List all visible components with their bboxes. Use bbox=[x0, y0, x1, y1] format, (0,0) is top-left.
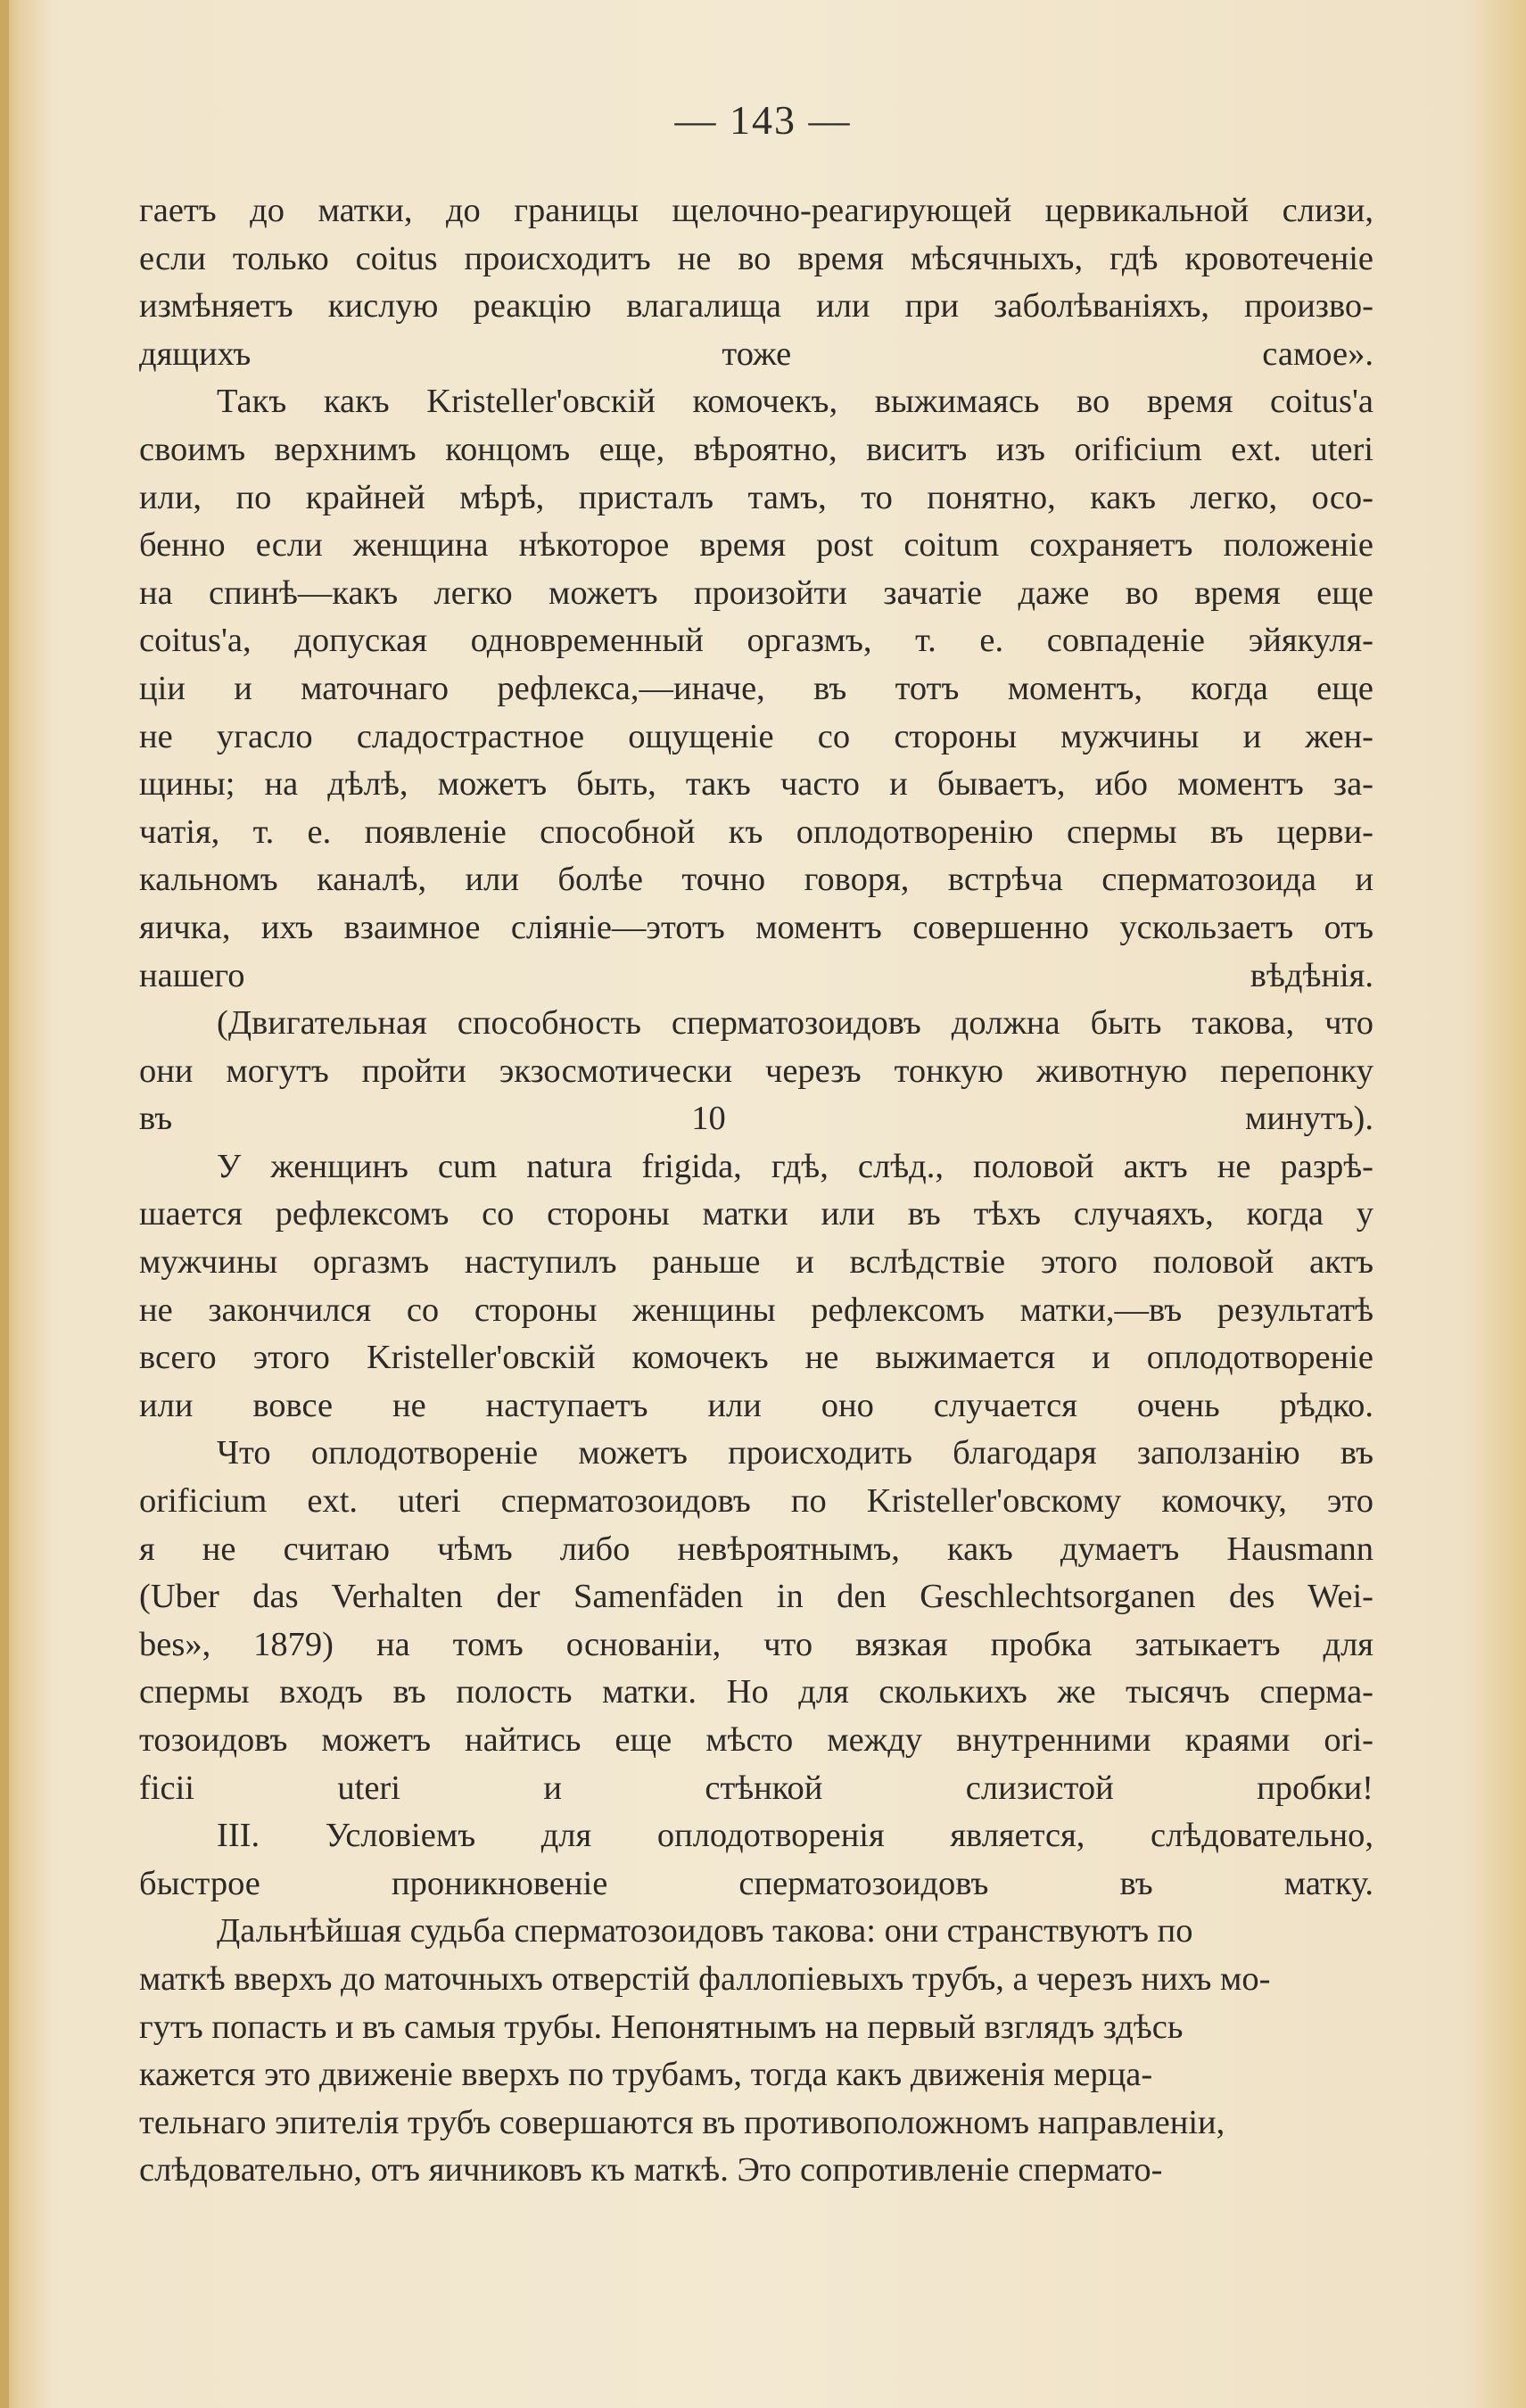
line: своимъ верхнимъ концомъ еще, вѣроятно, виситъ изъ orificium ext. uteri bbox=[139, 430, 1373, 468]
line: (Двигательная способность сперматозоидовъ должна быть такова, что bbox=[217, 1004, 1373, 1043]
paragraph-4 bbox=[139, 1143, 1373, 1431]
page-number: — 143 — bbox=[674, 97, 852, 143]
line: У женщинъ cum natura frigida, гдѣ, слѣд., половой актъ не разрѣ- bbox=[217, 1147, 1373, 1185]
line: не закончился со стороны женщины рефлексомъ матки,—въ результатѣ bbox=[139, 1291, 1373, 1329]
paragraph-7 bbox=[139, 1908, 1373, 2195]
body-text bbox=[139, 187, 1373, 2195]
line: orificium ext. uteri сперматозоидовъ по Kristeller'овскому комочку, это bbox=[139, 1482, 1373, 1521]
line: шается рефлексомъ со стороны матки или въ тѣхъ случаяхъ, когда у bbox=[139, 1195, 1373, 1233]
line: тозоидовъ можетъ найтись еще мѣсто между внутренними краями ori- bbox=[139, 1721, 1373, 1759]
line: не угасло сладострастное ощущеніе со стороны мужчины и жен- bbox=[139, 717, 1373, 755]
line: Дальнѣйшая судьба сперматозоидовъ такова: они странствуютъ по bbox=[217, 1912, 1193, 1950]
line: щины; на дѣлѣ, можетъ быть, такъ часто и бываетъ, ибо моментъ за- bbox=[139, 765, 1373, 804]
line: мужчины оргазмъ наступилъ раньше и вслѣдствіе этого половой актъ bbox=[139, 1243, 1373, 1282]
line: если только coitus происходитъ не во время мѣсячныхъ, гдѣ кровотеченіе bbox=[139, 239, 1373, 277]
line: гаетъ до матки, до границы щелочно-реагирующей цервикальной слизи, bbox=[139, 192, 1373, 229]
line: они могутъ пройти экзосмотически черезъ тонкую животную перепонку bbox=[139, 1051, 1373, 1090]
line: или вовсе не наступаетъ или оно случается очень рѣдко. bbox=[139, 1386, 1373, 1424]
line: чатія, т. е. появленіе способной къ оплодотворенію спермы въ церви- bbox=[139, 812, 1373, 851]
paragraph-5 bbox=[139, 1430, 1373, 1812]
line: дящихъ тоже самое». bbox=[139, 334, 1373, 373]
line: маткѣ вверхъ до маточныхъ отверстій фаллопіевыхъ трубъ, а черезъ нихъ мо- bbox=[139, 1959, 1271, 1998]
paragraph-6 bbox=[139, 1812, 1373, 1908]
line: измѣняетъ кислую реакцію влагалища или при заболѣваніяхъ, произво- bbox=[139, 287, 1373, 326]
line: кажется это движеніе вверхъ по трубамъ, тогда какъ движенія мерца- bbox=[139, 2056, 1153, 2094]
line: тельнаго эпителія трубъ совершаются въ противоположномъ направленіи, bbox=[139, 2103, 1225, 2141]
line: III. Условіемъ для оплодотворенія является, слѣдовательно, bbox=[217, 1817, 1373, 1855]
page-edge bbox=[0, 0, 9, 2408]
line: нашего вѣдѣнія. bbox=[139, 956, 1373, 994]
line: въ 10 минутъ). bbox=[139, 1100, 1373, 1138]
paragraph-3 bbox=[139, 1000, 1373, 1143]
line: (Uber das Verhalten der Samenfäden in den Geschlechtsorganen des Wei- bbox=[139, 1578, 1373, 1616]
line: всего этого Kristeller'овскій комочекъ не выжимается и оплодотвореніе bbox=[139, 1339, 1373, 1377]
line: bes», 1879) на томъ основаніи, что вязкая пробка затыкаетъ для bbox=[139, 1625, 1373, 1663]
line: спермы входъ въ полость матки. Но для сколькихъ же тысячъ сперма- bbox=[139, 1673, 1373, 1711]
line: ficii uteri и стѣнкой слизистой пробки! bbox=[139, 1769, 1373, 1807]
line: Такъ какъ Kristeller'овскій комочекъ, выжимаясь во время coitus'а bbox=[217, 383, 1373, 421]
line: быстрое проникновеніе сперматозоидовъ въ матку. bbox=[139, 1864, 1373, 1902]
line: я не считаю чѣмъ либо невѣроятнымъ, какъ думаетъ Hausmann bbox=[139, 1530, 1373, 1568]
line: или, по крайней мѣрѣ, присталъ тамъ, то понятно, какъ легко, осо- bbox=[139, 478, 1373, 516]
line: яичка, ихъ взаимное сліяніе—этотъ моментъ совершенно ускользаетъ отъ bbox=[139, 908, 1373, 946]
line: Что оплодотвореніе можетъ происходить благодаря заползанію въ bbox=[217, 1434, 1373, 1472]
line: на спинѣ—какъ легко можетъ произойти зачатіе даже во время еще bbox=[139, 573, 1373, 612]
paragraph-1 bbox=[139, 187, 1373, 378]
line: ціи и маточнаго рефлекса,—иначе, въ тотъ моментъ, когда еще bbox=[139, 669, 1373, 707]
line: слѣдовательно, отъ яичниковъ къ маткѣ. Это сопротивленіе спермато- bbox=[139, 2151, 1163, 2189]
line: coitus'а, допуская одновременный оргазмъ, т. е. совпаденіе эйякуля- bbox=[139, 622, 1373, 660]
paragraph-2 bbox=[139, 378, 1373, 1000]
line: бенно если женщина нѣкоторое время post coitum сохраняетъ положеніе bbox=[139, 526, 1373, 565]
line: кальномъ каналѣ, или болѣе точно говоря, встрѣча сперматозоида и bbox=[139, 861, 1373, 899]
line: гутъ попасть и въ самыя трубы. Непонятнымъ на первый взглядъ здѣсь bbox=[139, 2008, 1184, 2046]
